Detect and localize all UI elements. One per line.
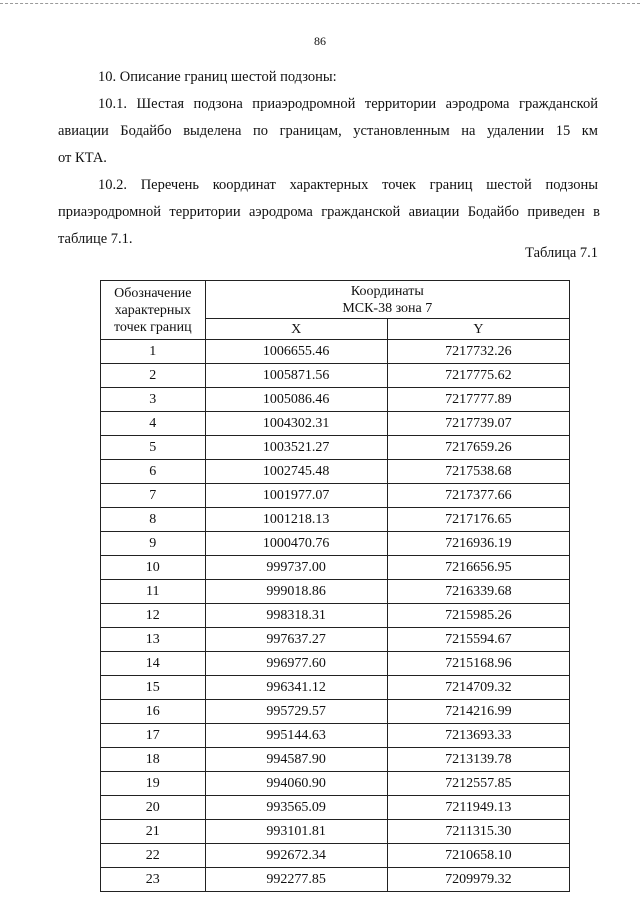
x-coordinate-cell: 992672.34 (205, 844, 387, 868)
x-coordinate-cell: 994587.90 (205, 748, 387, 772)
point-number-cell: 17 (101, 724, 206, 748)
point-number-cell: 2 (101, 364, 206, 388)
point-number-cell: 5 (101, 436, 206, 460)
x-coordinate-cell: 1002745.48 (205, 460, 387, 484)
paragraph-10-1 (58, 91, 598, 172)
table-row (101, 604, 570, 628)
x-coordinate-cell: 997637.27 (205, 628, 387, 652)
paragraph-line: 10.2. Перечень координат характерных точек границ шестой подзоны (98, 177, 598, 193)
table-row (101, 652, 570, 676)
y-coordinate-cell: 7214709.32 (387, 676, 569, 700)
coordinates-table-body (101, 340, 570, 892)
x-coordinate-cell: 995144.63 (205, 724, 387, 748)
x-coordinate-cell: 1004302.31 (205, 412, 387, 436)
header-line: точек границ (114, 319, 192, 335)
header-line: характерных (114, 302, 191, 318)
table-row (101, 556, 570, 580)
table-row (101, 724, 570, 748)
point-number-cell: 4 (101, 412, 206, 436)
x-coordinate-cell: 1003521.27 (205, 436, 387, 460)
table-row (101, 532, 570, 556)
y-coordinate-cell: 7217176.65 (387, 508, 569, 532)
x-column-header: X (205, 319, 387, 340)
point-number-cell: 14 (101, 652, 206, 676)
y-coordinate-cell: 7211949.13 (387, 796, 569, 820)
y-coordinate-cell: 7216936.19 (387, 532, 569, 556)
table-row (101, 508, 570, 532)
y-coordinate-cell: 7209979.32 (387, 868, 569, 892)
y-coordinate-cell: 7215168.96 (387, 652, 569, 676)
point-number-cell: 6 (101, 460, 206, 484)
y-coordinate-cell: 7217775.62 (387, 364, 569, 388)
table-row (101, 580, 570, 604)
table-row (101, 388, 570, 412)
x-coordinate-cell: 996977.60 (205, 652, 387, 676)
y-coordinate-cell: 7212557.85 (387, 772, 569, 796)
point-label-header (101, 281, 206, 340)
top-scan-rule (0, 3, 640, 5)
section-heading: 10. Описание границ шестой подзоны: (98, 69, 337, 85)
table-row (101, 364, 570, 388)
x-coordinate-cell: 1001977.07 (205, 484, 387, 508)
point-number-cell: 8 (101, 508, 206, 532)
header-line: Обозначение (114, 285, 192, 301)
point-number-cell: 13 (101, 628, 206, 652)
table-caption: Таблица 7.1 (525, 245, 598, 261)
y-coordinate-cell: 7215594.67 (387, 628, 569, 652)
y-coordinate-cell: 7215985.26 (387, 604, 569, 628)
table-row (101, 484, 570, 508)
table-row (101, 796, 570, 820)
point-number-cell: 10 (101, 556, 206, 580)
point-number-cell: 23 (101, 868, 206, 892)
x-coordinate-cell: 999737.00 (205, 556, 387, 580)
point-number-cell: 21 (101, 820, 206, 844)
x-coordinate-cell: 995729.57 (205, 700, 387, 724)
y-coordinate-cell: 7217377.66 (387, 484, 569, 508)
paragraph-line: от КТА. (58, 150, 107, 166)
y-coordinate-cell: 7210658.10 (387, 844, 569, 868)
header-line: Координаты (350, 284, 424, 299)
point-number-cell: 20 (101, 796, 206, 820)
y-coordinate-cell: 7217659.26 (387, 436, 569, 460)
x-coordinate-cell: 994060.90 (205, 772, 387, 796)
point-number-cell: 7 (101, 484, 206, 508)
table-row (101, 772, 570, 796)
y-coordinate-cell: 7217538.68 (387, 460, 569, 484)
paragraph-line: приаэродромной территории аэродрома гражданской авиации Бодайбо приведен в (58, 204, 600, 220)
point-number-cell: 19 (101, 772, 206, 796)
point-number-cell: 3 (101, 388, 206, 412)
y-coordinate-cell: 7217777.89 (387, 388, 569, 412)
x-coordinate-cell: 993565.09 (205, 796, 387, 820)
y-coordinate-cell: 7216656.95 (387, 556, 569, 580)
paragraph-line: авиации Бодайбо выделена по границам, установленным на удалении 15 км (58, 123, 598, 139)
point-number-cell: 1 (101, 340, 206, 364)
point-number-cell: 15 (101, 676, 206, 700)
x-coordinate-cell: 1006655.46 (205, 340, 387, 364)
x-coordinate-cell: 993101.81 (205, 820, 387, 844)
point-number-cell: 11 (101, 580, 206, 604)
header-line: МСК-38 зона 7 (342, 301, 433, 316)
x-coordinate-cell: 1005871.56 (205, 364, 387, 388)
y-coordinate-cell: 7213693.33 (387, 724, 569, 748)
y-coordinate-cell: 7211315.30 (387, 820, 569, 844)
coordinates-header (205, 281, 569, 319)
table-row (101, 460, 570, 484)
x-coordinate-cell: 1005086.46 (205, 388, 387, 412)
x-coordinate-cell: 992277.85 (205, 868, 387, 892)
y-coordinate-cell: 7217732.26 (387, 340, 569, 364)
point-number-cell: 9 (101, 532, 206, 556)
x-coordinate-cell: 1000470.76 (205, 532, 387, 556)
paragraph-line: 10.1. Шестая подзона приаэродромной территории аэродрома гражданской (98, 96, 598, 112)
paragraph-line: таблице 7.1. (58, 231, 133, 247)
point-number-cell: 12 (101, 604, 206, 628)
table-row (101, 340, 570, 364)
table-row (101, 412, 570, 436)
y-coordinate-cell: 7216339.68 (387, 580, 569, 604)
point-number-cell: 18 (101, 748, 206, 772)
table-row (101, 628, 570, 652)
x-coordinate-cell: 996341.12 (205, 676, 387, 700)
paragraph-10-2 (58, 172, 600, 253)
table-row (101, 700, 570, 724)
x-coordinate-cell: 999018.86 (205, 580, 387, 604)
x-coordinate-cell: 1001218.13 (205, 508, 387, 532)
x-coordinate-cell: 998318.31 (205, 604, 387, 628)
y-coordinate-cell: 7214216.99 (387, 700, 569, 724)
coordinates-table (100, 280, 570, 892)
table-row (101, 676, 570, 700)
point-number-cell: 16 (101, 700, 206, 724)
point-number-cell: 22 (101, 844, 206, 868)
y-coordinate-cell: 7213139.78 (387, 748, 569, 772)
table-row (101, 820, 570, 844)
table-row (101, 868, 570, 892)
y-column-header: Y (387, 319, 569, 340)
table-row (101, 844, 570, 868)
y-coordinate-cell: 7217739.07 (387, 412, 569, 436)
table-row (101, 748, 570, 772)
page-number: 86 (314, 34, 326, 48)
table-row (101, 436, 570, 460)
